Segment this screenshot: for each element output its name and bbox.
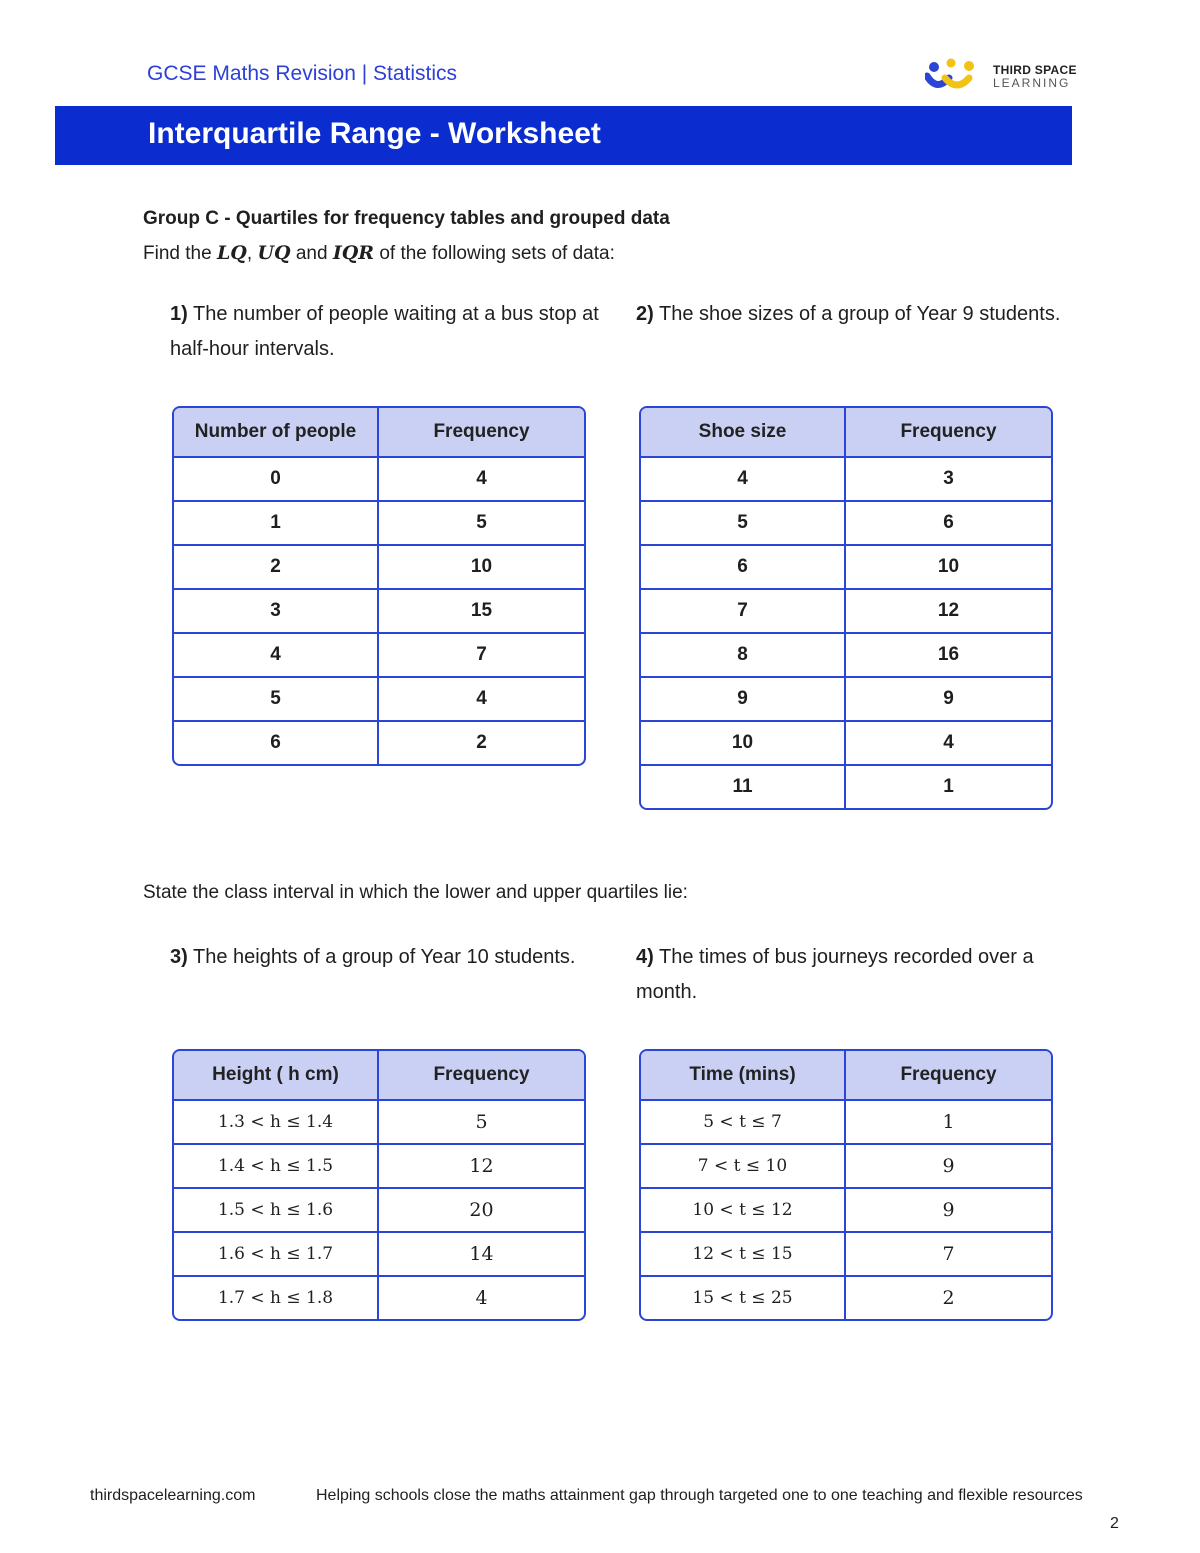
table-row bbox=[641, 722, 1051, 766]
question-number: 3) bbox=[170, 946, 188, 968]
table-cell: 4 bbox=[475, 1287, 488, 1309]
table-cell: 4 bbox=[641, 458, 846, 502]
table-cell: 1.6 < h ≤ 1.7 bbox=[174, 1233, 379, 1277]
instruction-prefix: Find the bbox=[143, 243, 217, 264]
column-header: Frequency bbox=[846, 1051, 1051, 1101]
question-text: The number of people waiting at a bus stop at half-hour intervals. bbox=[170, 303, 599, 360]
table-cell: 1.3 < h ≤ 1.4 bbox=[174, 1101, 379, 1145]
table-cell: 5 bbox=[641, 502, 846, 546]
footer-tagline: Helping schools close the maths attainment gap through targeted one to one teaching and flexible resources bbox=[316, 1487, 1083, 1504]
table-cell: 7 < t ≤ 10 bbox=[641, 1145, 846, 1189]
table-row bbox=[174, 1101, 584, 1145]
frequency-table-1 bbox=[172, 406, 586, 766]
frequency-table-3 bbox=[172, 1049, 586, 1321]
question-text: The heights of a group of Year 10 students. bbox=[187, 946, 576, 968]
table-cell: 12 < t ≤ 15 bbox=[641, 1233, 846, 1277]
table-cell: 11 bbox=[641, 766, 846, 808]
table-cell: 7 bbox=[846, 1233, 1051, 1277]
table-cell: 1.4 < h ≤ 1.5 bbox=[174, 1145, 379, 1189]
table-cell: 2 bbox=[174, 546, 379, 590]
table-cell: 9 bbox=[641, 678, 846, 722]
column-header: Frequency bbox=[379, 1051, 584, 1101]
table-row bbox=[641, 634, 1051, 678]
table-row bbox=[641, 766, 1051, 808]
table-cell: 4 bbox=[379, 678, 584, 722]
table-cell: 9 bbox=[846, 678, 1051, 722]
brand-logo bbox=[925, 58, 1085, 98]
table-cell: 4 bbox=[846, 722, 1051, 766]
table-cell: 9 bbox=[846, 1145, 1051, 1189]
table-cell: 10 bbox=[846, 546, 1051, 590]
table-row bbox=[174, 722, 584, 764]
table-cell: 2 bbox=[476, 732, 487, 753]
logo-mark-icon bbox=[925, 58, 989, 98]
table-cell: 1.7 < h ≤ 1.8 bbox=[174, 1277, 379, 1319]
table-cell: 14 bbox=[379, 1233, 584, 1277]
instruction-sep: , bbox=[246, 243, 258, 264]
table-row bbox=[174, 1145, 584, 1189]
page-number: 2 bbox=[1110, 1515, 1119, 1532]
table-row bbox=[174, 546, 584, 590]
table-cell: 15 < t ≤ 25 bbox=[641, 1277, 846, 1319]
table-cell: 1 bbox=[846, 1101, 1051, 1145]
table-row bbox=[641, 1189, 1051, 1233]
table-row bbox=[641, 1145, 1051, 1189]
table-row bbox=[641, 678, 1051, 722]
table-row bbox=[174, 502, 584, 546]
table-cell: 8 bbox=[641, 634, 846, 678]
table-cell: 6 bbox=[846, 502, 1051, 546]
question-number: 4) bbox=[636, 946, 654, 968]
table-cell: 10 bbox=[379, 546, 584, 590]
table-row bbox=[641, 502, 1051, 546]
table-cell: 16 bbox=[846, 634, 1051, 678]
table-row bbox=[641, 546, 1051, 590]
column-header: Height ( h cm) bbox=[174, 1051, 379, 1101]
question-3 bbox=[170, 940, 600, 975]
table-cell: 3 bbox=[174, 590, 379, 634]
table-row bbox=[174, 1233, 584, 1277]
frequency-table-2 bbox=[639, 406, 1053, 810]
table-row bbox=[641, 1277, 1051, 1319]
table-row bbox=[174, 634, 584, 678]
table-row bbox=[174, 1277, 584, 1319]
table-cell: 5 bbox=[379, 502, 584, 546]
column-header: Frequency bbox=[379, 408, 584, 458]
question-2 bbox=[636, 297, 1066, 332]
table-cell: 4 bbox=[174, 634, 379, 678]
table-cell: 5 bbox=[379, 1101, 584, 1145]
table-cell: 3 bbox=[846, 458, 1051, 502]
table-cell: 5 < t ≤ 7 bbox=[641, 1101, 846, 1145]
table-cell: 9 bbox=[846, 1189, 1051, 1233]
question-number: 2) bbox=[636, 303, 654, 325]
table-row bbox=[641, 590, 1051, 634]
table-cell: 0 bbox=[174, 458, 379, 502]
table-cell: 5 bbox=[174, 678, 379, 722]
table-row bbox=[174, 590, 584, 634]
table-row bbox=[174, 458, 584, 502]
question-4 bbox=[636, 940, 1066, 1010]
table-row bbox=[641, 1233, 1051, 1277]
table-cell: 20 bbox=[379, 1189, 584, 1233]
question-number: 1) bbox=[170, 303, 188, 325]
table-cell: 12 bbox=[846, 590, 1051, 634]
group-title: Group C - Quartiles for frequency tables and grouped data bbox=[143, 208, 670, 229]
table-cell: 12 bbox=[379, 1145, 584, 1189]
table-cell: 1.5 < h ≤ 1.6 bbox=[174, 1189, 379, 1233]
state-instruction: State the class interval in which the lower and upper quartiles lie: bbox=[143, 882, 688, 903]
table-cell: 10 bbox=[641, 722, 846, 766]
question-text: The shoe sizes of a group of Year 9 students. bbox=[653, 303, 1061, 325]
table-cell: 7 bbox=[641, 590, 846, 634]
column-header: Frequency bbox=[846, 408, 1051, 458]
column-header: Number of people bbox=[174, 408, 379, 458]
header-subtitle: GCSE Maths Revision | Statistics bbox=[147, 62, 458, 85]
instruction-and: and bbox=[290, 243, 333, 264]
title-banner bbox=[55, 106, 1072, 165]
frequency-table-4 bbox=[639, 1049, 1053, 1321]
question-1 bbox=[170, 297, 600, 367]
table-cell: 1 bbox=[943, 776, 954, 797]
table-cell: 7 bbox=[379, 634, 584, 678]
footer-site-link[interactable]: thirdspacelearning.com bbox=[90, 1487, 256, 1504]
table-cell: 2 bbox=[942, 1287, 955, 1309]
table-row bbox=[641, 458, 1051, 502]
column-header: Shoe size bbox=[641, 408, 846, 458]
table-cell: 4 bbox=[379, 458, 584, 502]
logo-line-1: THIRD SPACE bbox=[993, 63, 1077, 77]
uq-symbol: UQ bbox=[257, 242, 291, 264]
page-title: Interquartile Range - Worksheet bbox=[148, 117, 601, 150]
table-cell: 6 bbox=[174, 722, 379, 764]
instruction-suffix: of the following sets of data: bbox=[374, 243, 615, 264]
table-cell: 1 bbox=[174, 502, 379, 546]
table-row bbox=[641, 1101, 1051, 1145]
lq-symbol: LQ bbox=[216, 242, 247, 264]
table-row bbox=[174, 678, 584, 722]
iqr-symbol: IQR bbox=[332, 242, 375, 264]
column-header: Time (mins) bbox=[641, 1051, 846, 1101]
table-cell: 6 bbox=[641, 546, 846, 590]
table-cell: 10 < t ≤ 12 bbox=[641, 1189, 846, 1233]
table-row bbox=[174, 1189, 584, 1233]
instruction bbox=[143, 242, 615, 265]
question-text: The times of bus journeys recorded over a month. bbox=[636, 946, 1034, 1003]
logo-line-2: LEARNING bbox=[993, 76, 1071, 90]
table-cell: 15 bbox=[379, 590, 584, 634]
